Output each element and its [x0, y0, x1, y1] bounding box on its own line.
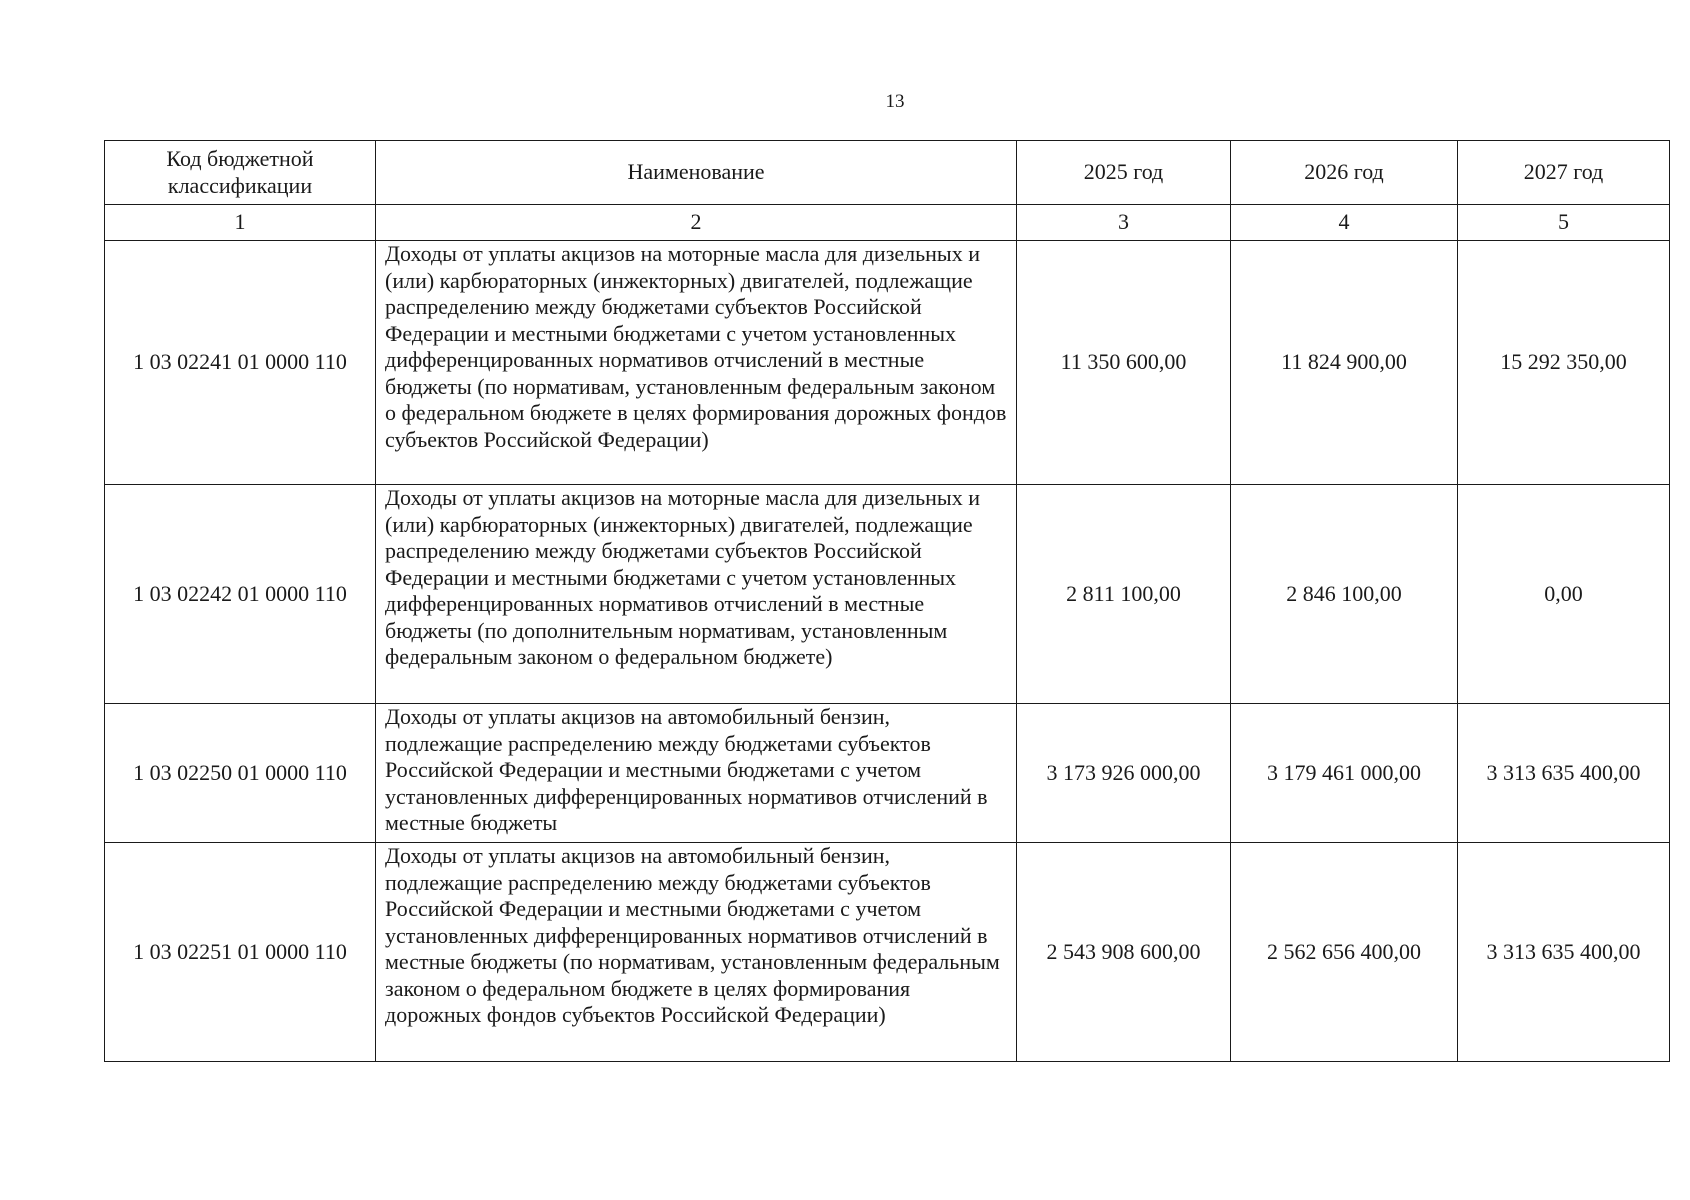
amount-2027: 15 292 350,00 [1458, 241, 1670, 485]
amount-2025: 2 543 908 600,00 [1017, 843, 1231, 1062]
header-2026: 2026 год [1231, 141, 1458, 205]
revenue-name: Доходы от уплаты акцизов на автомобильный бензин, подлежащие распределению между бюджетами субъектов Российской Федерации и местными бюджетами с учетом установленных дифференцированных нормативов отчислений в местные бюджеты (по нормативам, установленным федеральным законом о федеральном бюджете в целях формирования дорожных фондов субъектов Российской Федерации) [376, 843, 1017, 1062]
column-number: 1 [105, 205, 376, 241]
budget-table [104, 140, 1670, 1062]
classification-code: 1 03 02241 01 0000 110 [105, 241, 376, 485]
column-number: 5 [1458, 205, 1670, 241]
table-row [105, 704, 1670, 843]
amount-2025: 11 350 600,00 [1017, 241, 1231, 485]
table-row [105, 485, 1670, 704]
column-number: 4 [1231, 205, 1458, 241]
amount-2027: 3 313 635 400,00 [1458, 704, 1670, 843]
classification-code: 1 03 02242 01 0000 110 [105, 485, 376, 704]
header-2027: 2027 год [1458, 141, 1670, 205]
amount-2026: 3 179 461 000,00 [1231, 704, 1458, 843]
header-name: Наименование [376, 141, 1017, 205]
revenue-name: Доходы от уплаты акцизов на моторные масла для дизельных и (или) карбюраторных (инжекторных) двигателей, подлежащие распределению между бюджетами субъектов Российской Федерации и местными бюджетами с учетом установленных дифференцированных нормативов отчислений в местные бюджеты (по дополнительным нормативам, установленным федеральным законом о федеральном бюджете) [376, 485, 1017, 704]
revenue-name: Доходы от уплаты акцизов на моторные масла для дизельных и (или) карбюраторных (инжекторных) двигателей, подлежащие распределению между бюджетами субъектов Российской Федерации и местными бюджетами с учетом установленных дифференцированных нормативов отчислений в местные бюджеты (по нормативам, установленным федеральным законом о федеральном бюджете в целях формирования дорожных фондов субъектов Российской Федерации) [376, 241, 1017, 485]
column-number: 2 [376, 205, 1017, 241]
classification-code: 1 03 02251 01 0000 110 [105, 843, 376, 1062]
header-code: Код бюджетной классификации [105, 141, 376, 205]
amount-2025: 2 811 100,00 [1017, 485, 1231, 704]
table-row [105, 843, 1670, 1062]
amount-2027: 0,00 [1458, 485, 1670, 704]
amount-2026: 2 846 100,00 [1231, 485, 1458, 704]
amount-2026: 2 562 656 400,00 [1231, 843, 1458, 1062]
revenue-name: Доходы от уплаты акцизов на автомобильный бензин, подлежащие распределению между бюджетами субъектов Российской Федерации и местными бюджетами с учетом установленных дифференцированных нормативов отчислений в местные бюджеты [376, 704, 1017, 843]
column-number: 3 [1017, 205, 1231, 241]
column-number-row [105, 205, 1670, 241]
page-number: 13 [885, 91, 905, 112]
table-header-row [105, 141, 1670, 205]
classification-code: 1 03 02250 01 0000 110 [105, 704, 376, 843]
header-2025: 2025 год [1017, 141, 1231, 205]
table-row [105, 241, 1670, 485]
amount-2027: 3 313 635 400,00 [1458, 843, 1670, 1062]
amount-2025: 3 173 926 000,00 [1017, 704, 1231, 843]
amount-2026: 11 824 900,00 [1231, 241, 1458, 485]
